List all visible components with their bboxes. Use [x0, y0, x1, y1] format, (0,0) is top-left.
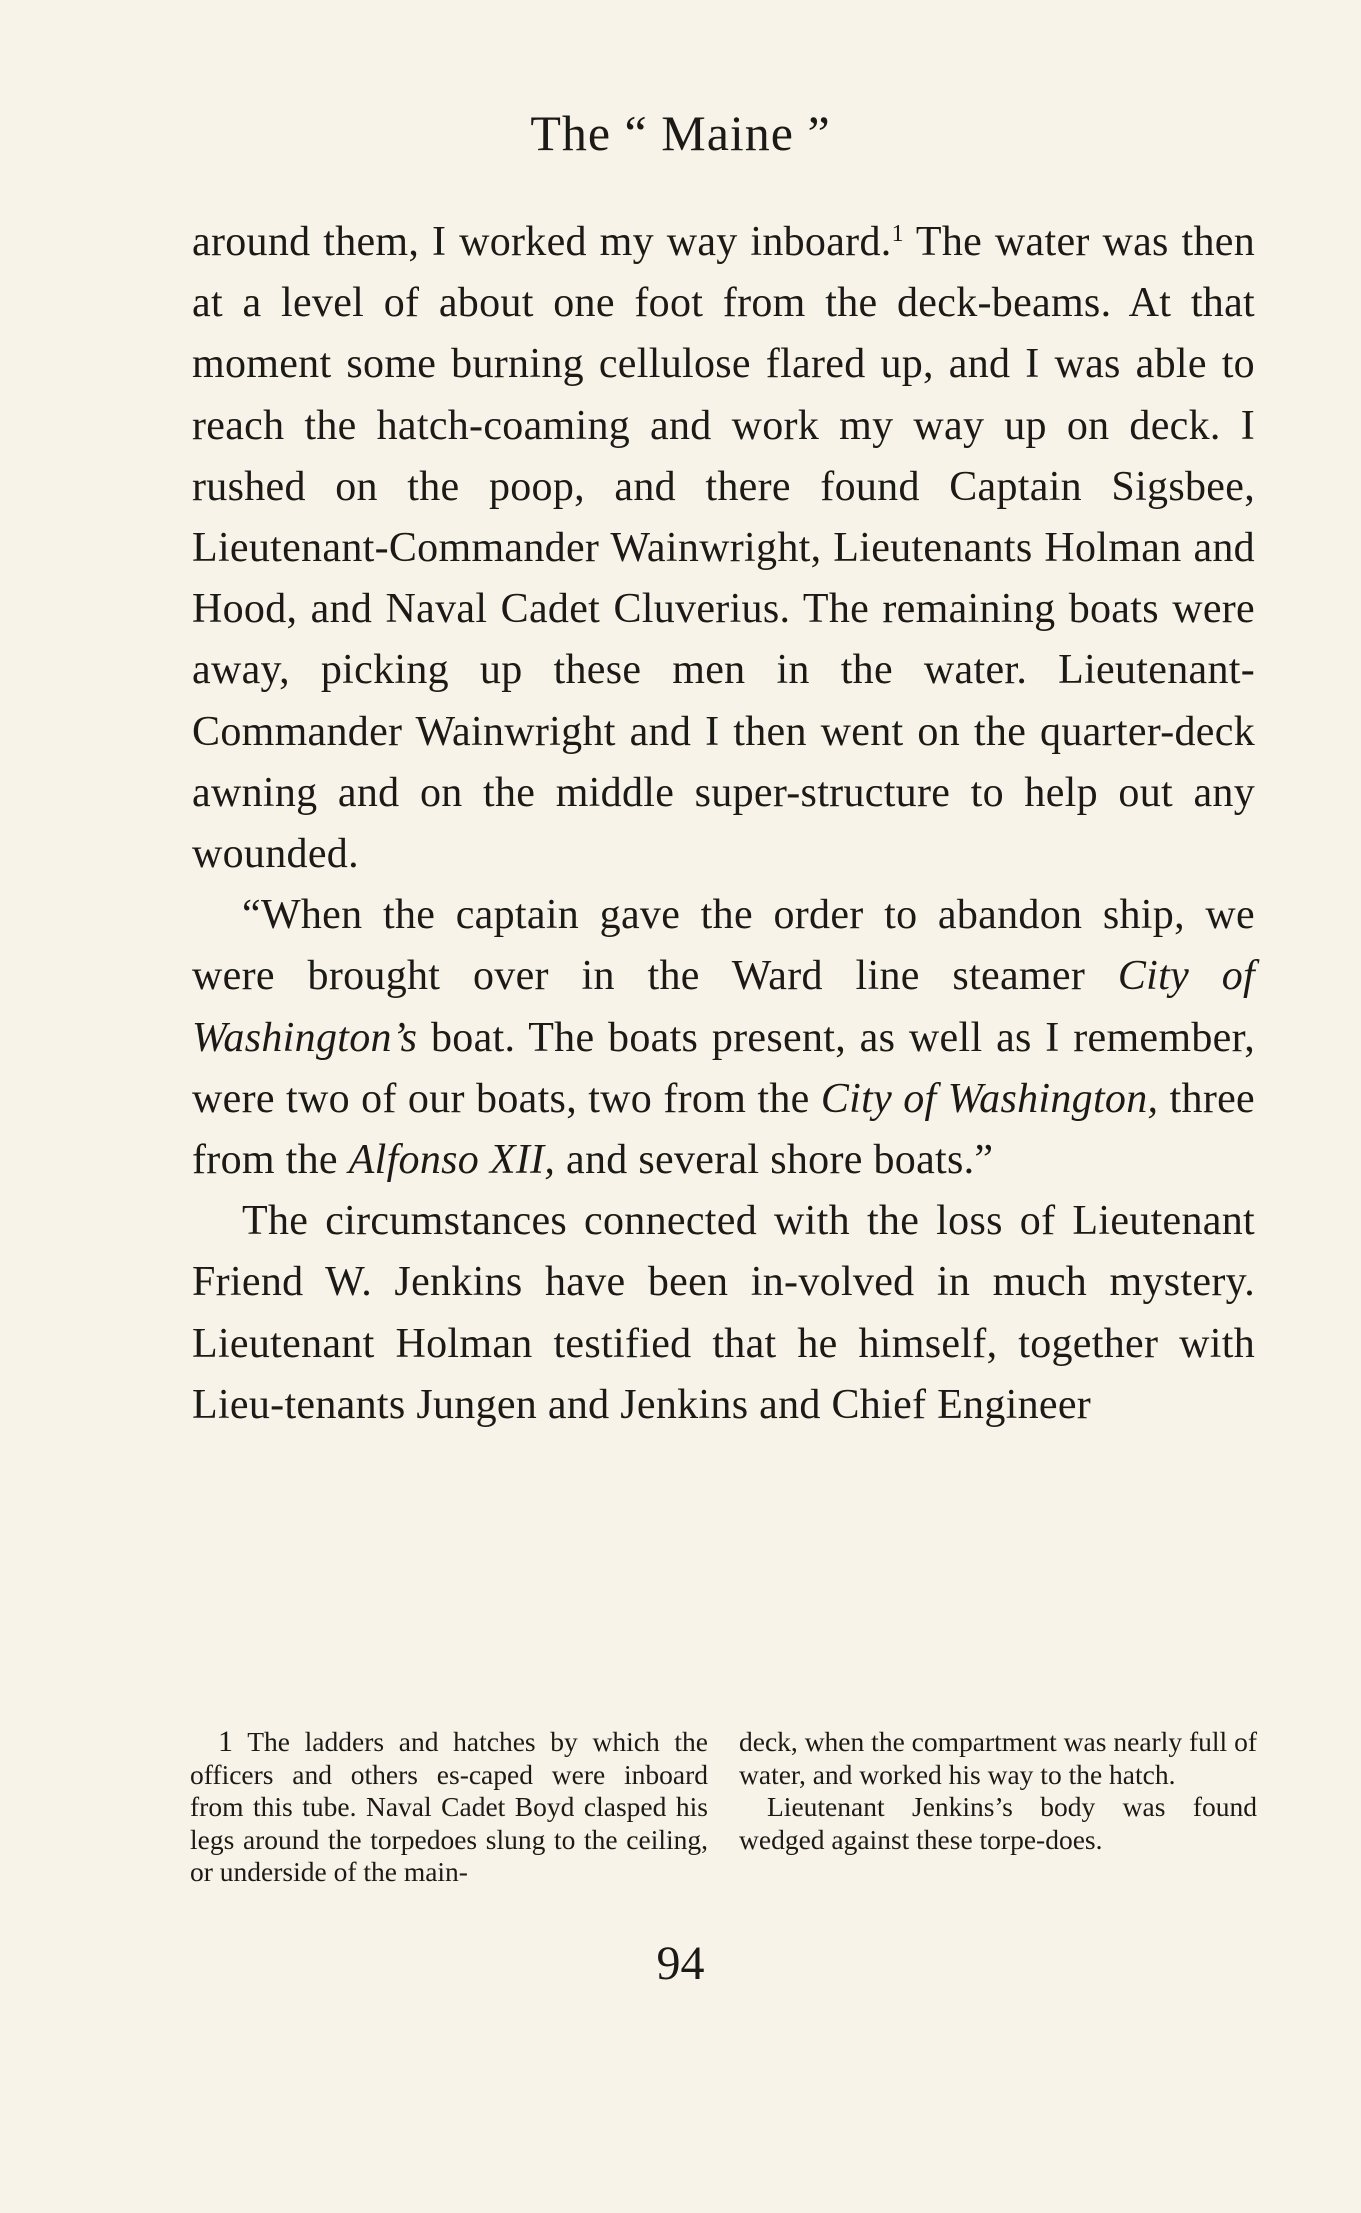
paragraph-2-part-b: boat. The boats present, as well as I remember, were two of our boats, two from the — [192, 1014, 1255, 1122]
ship-name-italic-2: City of Washington, — [820, 1075, 1159, 1122]
paragraph-1-part-b: The water was then at a level of about one foot from the deck-beams. At that moment some burning cellulose flared up, and I was able to reach the hatch-coaming and work my way up on deck. I rushed on the poop, and there found Captain Sigsbee, Lieutenant-Commander Wainwright, Lieutenants Holman and Hood, and Naval Cadet Cluverius. The remaining boats were away, picking up these men in the water. Lieutenant-Commander Wainwright and I then went on the quarter-deck awning and on the middle super-structure to help out any wounded. — [192, 219, 1256, 878]
paragraph-3: The circumstances connected with the loss of Lieutenant Friend W. Jenkins have been in-volved in much mystery. Lieutenant Holman testified that he himself, together with Lieu-tenants Jungen and Jenkins and Chief Engineer — [192, 1198, 1255, 1428]
ship-name-italic-3: Alfonso XII, — [348, 1137, 556, 1184]
running-title: The “ Maine ” — [530, 105, 831, 161]
paragraph-1 — [192, 212, 1255, 885]
paragraph-2 — [192, 885, 1255, 1191]
footnote-marker: 1 — [218, 1725, 233, 1758]
footnote-paragraph-1-cont: deck, when the compartment was nearly full of water, and worked his way to the hatch. — [739, 1726, 1257, 1790]
ship-name-italic-1: City of Washington’s — [192, 953, 1256, 1061]
footnote-column-left — [190, 1726, 708, 1889]
main-text — [192, 212, 1255, 1436]
page-number: 94 — [656, 1937, 705, 1990]
footnote-reference: 1 — [891, 221, 904, 247]
footnote-text-left: The ladders and hatches by which the officers and others es-caped were inboard from this tube. Naval Cadet Boyd clasped his legs around the torpedoes slung to the ceiling, or underside of the main- — [190, 1726, 708, 1887]
paragraph-2-part-d: and several shore boats.” — [555, 1137, 994, 1184]
footnote-paragraph-2: Lieutenant Jenkins’s body was found wedged against these torpe-does. — [739, 1791, 1257, 1855]
paragraph-1-part-a: around them, I worked my way inboard. — [192, 219, 892, 265]
footnote-column-right — [739, 1726, 1257, 1889]
footnote-block — [190, 1726, 1257, 1889]
footnote-paragraph-1 — [190, 1726, 708, 1889]
paragraph-2-part-c: three from the — [192, 1075, 1255, 1184]
paragraph-2-part-a: “When the captain gave the order to abandon ship, we were brought over in the Ward line steamer — [192, 892, 1255, 1000]
